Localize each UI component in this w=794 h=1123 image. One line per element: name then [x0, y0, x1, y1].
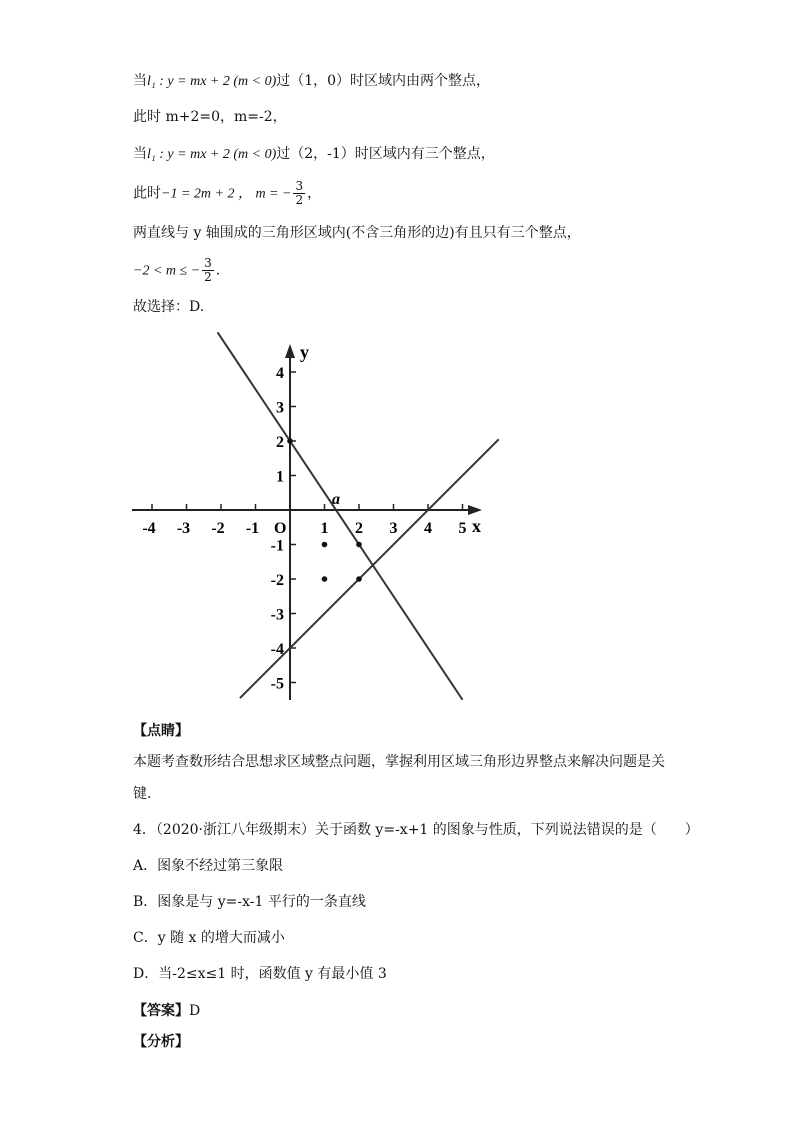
x-axis-label: x: [472, 516, 481, 536]
answer-row: [133, 1001, 200, 1021]
lattice-point: [356, 576, 362, 582]
option-c: C．y 随 x 的增大而减小: [133, 930, 285, 946]
x-tick-label: -3: [176, 520, 191, 537]
point-a-label: a: [332, 491, 340, 508]
text-line-3: [133, 144, 495, 165]
formula-m: −1 = 2m + 2 ， m = −: [161, 186, 292, 202]
text-line-1: [133, 71, 490, 92]
option-d: D．当-2≤x≤1 时，函数值 y 有最小值 3: [133, 966, 387, 982]
formula-range: −2 < m ≤ −: [133, 263, 201, 279]
x-tick-label: 3: [389, 520, 398, 537]
y-tick-label: -4: [270, 641, 284, 658]
text-line-4: [133, 180, 321, 207]
formula-l1: l₁ : y = mx + 2 (m < 0): [147, 147, 277, 162]
answer-value: D: [189, 1003, 201, 1019]
text-line-6: [133, 257, 220, 284]
lattice-point: [322, 576, 328, 582]
lattice-point: [356, 542, 362, 548]
y-tick-label: 2: [276, 434, 284, 451]
x-tick-label: -2: [211, 520, 225, 537]
question-stem: 4．（2020·浙江八年级期末）关于函数 y=-x+1 的图象与性质，下列说法错误的是（ ）: [133, 822, 699, 838]
text-line-5: 两直线与 y 轴围成的三角形区域内(不含三角形的边)有且只有三个整点，: [133, 225, 581, 241]
fraction: [293, 180, 305, 207]
comment-body-line-2: 键.: [133, 786, 152, 802]
y-tick-label: -3: [270, 606, 284, 624]
fraction: [202, 257, 214, 284]
y-tick-label: 1: [276, 468, 284, 486]
analysis-heading: 【分析】: [133, 1034, 189, 1050]
comment-body-line-1: 本题考查数形结合思想求区域整点问题，掌握利用区域三角形边界整点来解决问题是关: [133, 754, 665, 770]
line-l1: [218, 332, 463, 699]
y-tick-label: 3: [276, 399, 284, 417]
text-fragment: 此时: [133, 185, 161, 202]
text-line-7: 故选择：D.: [133, 299, 205, 315]
lattice-point: [322, 542, 328, 548]
answer-heading: 【答案】: [133, 1003, 189, 1019]
lattice-point: [287, 438, 293, 444]
x-tick-label: 5: [458, 520, 467, 537]
graph-labels: [142, 342, 481, 693]
text-fragment: 过（2，-1）时区域内有三个整点，: [276, 146, 495, 162]
coordinate-graph: [130, 328, 510, 706]
fraction-numerator: 3: [204, 256, 212, 270]
option-a: A．图象不经过第三象限: [133, 858, 284, 874]
y-axis-arrow: [285, 344, 295, 358]
y-axis-label: y: [300, 342, 309, 362]
text-line-2: 此时 m+2=0，m=-2，: [133, 109, 287, 125]
ticks: [152, 372, 463, 683]
x-tick-label: 2: [355, 520, 363, 537]
fraction-denominator: 2: [204, 270, 212, 284]
x-tick-label: -4: [142, 520, 156, 537]
y-tick-label: -2: [270, 572, 284, 589]
graph-lines: [218, 332, 499, 699]
x-tick-label: 1: [320, 520, 329, 537]
origin-label: O: [274, 520, 287, 537]
formula-l1: l₁ : y = mx + 2 (m < 0): [147, 74, 277, 89]
x-axis-arrow: [468, 505, 482, 515]
y-tick-label: -5: [270, 675, 284, 693]
fraction-denominator: 2: [295, 193, 304, 207]
x-tick-label: -1: [245, 520, 260, 537]
text-fragment: 过（1，0）时区域内由两个整点，: [276, 73, 491, 89]
text-fragment: 当: [133, 73, 147, 89]
x-tick-label: 4: [424, 520, 432, 537]
text-fragment: .: [215, 262, 221, 279]
text-fragment: 当: [133, 146, 147, 162]
fraction-numerator: 3: [295, 179, 304, 193]
y-tick-label: -1: [270, 537, 284, 555]
comment-heading: 【点睛】: [133, 723, 189, 739]
text-fragment: ，: [307, 185, 322, 202]
option-b: B．图象是与 y=-x-1 平行的一条直线: [133, 894, 366, 910]
y-tick-label: 4: [276, 365, 284, 382]
